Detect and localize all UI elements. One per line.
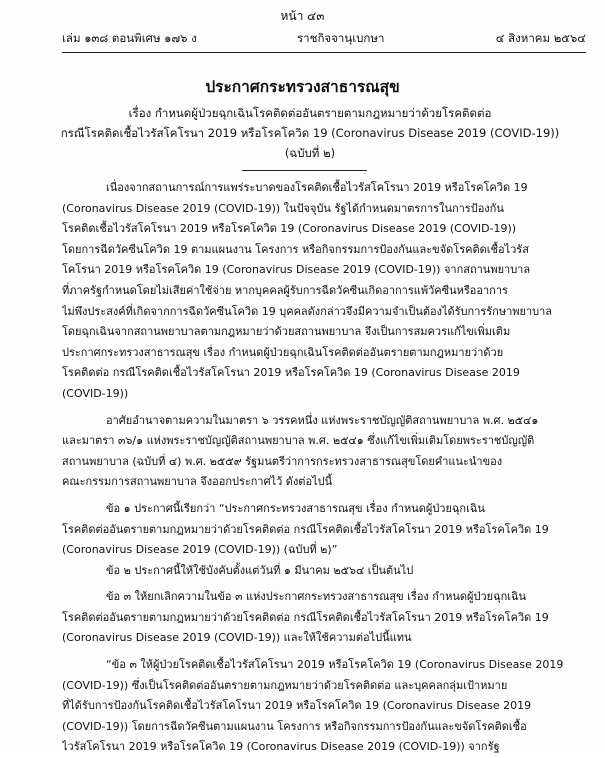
- body-line: (COVID-19)) ซึ่งเป็นโรคติดต่ออันตรายตามกฎหมายว่าด้วยโรคติดต่อ และบุคคลกลุ่มเป้าหมาย: [62, 678, 508, 692]
- gazette-name: ราชกิจจานุเบกษา: [297, 31, 385, 45]
- body-line: โรคติดต่ออันตรายตามกฎหมายว่าด้วยโรคติดต่อ กรณีโรคติดเชื้อไวรัสโคโรนา 2019 หรือโรคโควิด 19: [62, 522, 549, 536]
- header-divider: [62, 52, 586, 53]
- paragraph-authority: [62, 411, 588, 493]
- subject-line: เรื่อง กำหนดผู้ป่วยฉุกเฉินโรคติดต่ออันตรายตามกฎหมายว่าด้วยโรคติดต่อ: [128, 106, 492, 120]
- body-line: ที่ภาครัฐกำหนดโดยไม่เสียค่าใช้จ่าย หากบุคคลผู้รับการฉีดวัคซีนเกิดอาการแพ้วัคซีนหรืออาการ: [62, 283, 508, 297]
- body-line: (Coronavirus Disease 2019 (COVID-19)) ในปัจจุบัน รัฐได้กำหนดมาตรการในการป้องกัน: [62, 201, 504, 215]
- body-line: ข้อ ๒ ประกาศนี้ให้ใช้บังคับตั้งแต่วันที่ ๑ มีนาคม ๒๕๖๔ เป็นต้นไป: [106, 563, 414, 577]
- body-line: (Coronavirus Disease 2019 (COVID-19)) (ฉบับที่ ๒)”: [62, 543, 338, 557]
- body-line: ไม่พึงประสงค์ที่เกิดจากการฉีดวัคซีนโควิด 19 บุคคลดังกล่าวจึงมีความจำเป็นต้องได้รับการรักษาพยาบาล: [62, 304, 553, 318]
- body-line: โรคติดต่ออันตรายตามกฎหมายว่าด้วยโรคติดต่อ กรณีโรคติดเชื้อไวรัสโคโรนา 2019 หรือโรคโควิด 19: [62, 610, 549, 624]
- body-line: “ข้อ ๓ ให้ผู้ป่วยโรคติดเชื้อไวรัสโคโรนา 2019 หรือโรคโควิด 19 (Coronavirus Disease 2019: [106, 658, 564, 672]
- body-line: โรคติดต่อ กรณีโรคติดเชื้อไวรัสโคโรนา 2019 หรือโรคโควิด 19 (Coronavirus Disease 2019: [62, 366, 520, 380]
- paragraph-new-clause-3: [62, 655, 588, 758]
- gazette-header: [62, 30, 586, 46]
- body-line: โรคติดเชื้อไวรัสโคโรนา 2019 หรือโรคโควิด 19 (Coronavirus Disease 2019 (COVID-19)): [62, 222, 517, 236]
- page-number: หน้า ๔๓: [280, 9, 325, 23]
- body-line: โดยฉุกเฉินจากสถานพยาบาลตามกฎหมายว่าด้วยสถานพยาบาล จึงเป็นการสมควรแก้ไขเพิ่มเติม: [62, 325, 511, 339]
- gazette-volume: เล่ม ๑๓๘ ตอนพิเศษ ๑๗๖ ง: [62, 31, 197, 45]
- subject-line: กรณีโรคติดเชื้อไวรัสโคโรนา 2019 หรือโรคโควิด 19 (Coronavirus Disease 2019 (COVID-19)): [60, 126, 560, 140]
- body-line: เนื่องจากสถานการณ์การแพร่ระบาดของโรคติดเชื้อไวรัสโคโรนา 2019 หรือโรคโควิด 19: [106, 181, 528, 194]
- body-line: ประกาศกระทรวงสาธารณสุข เรื่อง กำหนดผู้ป่วยฉุกเฉินโรคติดต่ออันตรายตามกฎหมายว่าด้วย: [62, 345, 504, 359]
- body-line: สถานพยาบาล (ฉบับที่ ๔) พ.ศ. ๒๕๕๙ รัฐมนตรีว่าการกระทรวงสาธารณสุขโดยคำแนะนำของ: [62, 454, 503, 468]
- body-line: และมาตรา ๓๖/๑ แห่งพระราชบัญญัติสถานพยาบาล พ.ศ. ๒๕๔๑ ซึ่งแก้ไขเพิ่มเติมโดยพระราชบัญญัติ: [62, 434, 535, 448]
- paragraph-clause-3: [62, 587, 588, 649]
- title-divider: [242, 170, 367, 171]
- announcement-title: ประกาศกระทรวงสาธารณสุข: [205, 78, 400, 96]
- body-line: โคโรนา 2019 หรือโรคโควิด 19 (Coronavirus Disease 2019 (COVID-19)) จากสถานพยาบาล: [62, 263, 531, 277]
- body-line: ข้อ ๑ ประกาศนี้เรียกว่า “ประกาศกระทรวงสาธารณสุข เรื่อง กำหนดผู้ป่วยฉุกเฉิน: [106, 501, 485, 515]
- body-line: โดยการฉีดวัคซีนโควิด 19 ตามแผนงาน โครงการ หรือกิจกรรมการป้องกันและขจัดโรคติดเชื้อไวรัส: [62, 242, 529, 256]
- body-line: (COVID-19)): [62, 386, 129, 400]
- announcement-body: [62, 178, 588, 758]
- body-line: อาศัยอำนาจตามความในมาตรา ๖ วรรคหนึ่ง แห่งพระราชบัญญัติสถานพยาบาล พ.ศ. ๒๕๔๑: [106, 413, 539, 427]
- body-line: (COVID-19)) โดยการฉีดวัคซีนตามแผนงาน โครงการ หรือกิจกรรมการป้องกันและขจัดโรคติดเชื้อ: [62, 719, 527, 733]
- subject-line: (ฉบับที่ ๒): [284, 146, 336, 160]
- paragraph-clause-2: [62, 561, 588, 582]
- body-line: คณะกรรมการสถานพยาบาล จึงออกประกาศไว้ ดังต่อไปนี้: [62, 475, 333, 489]
- paragraph-preamble: [62, 178, 588, 405]
- body-line: ที่ได้รับการป้องกันโรคติดเชื้อไวรัสโคโรนา 2019 หรือโรคโควิด 19 (Coronavirus Disease 2019: [62, 699, 532, 713]
- body-line: ข้อ ๓ ให้ยกเลิกความในข้อ ๓ แห่งประกาศกระทรวงสาธารณสุข เรื่อง กำหนดผู้ป่วยฉุกเฉิน: [106, 590, 527, 604]
- gazette-date: ๔ สิงหาคม ๒๕๖๔: [495, 31, 586, 45]
- body-line: (Coronavirus Disease 2019 (COVID-19)) และให้ใช้ความต่อไปนี้แทน: [62, 631, 412, 645]
- paragraph-clause-1: [62, 499, 588, 561]
- body-line: ไวรัสโคโรนา 2019 หรือโรคโควิด 19 (Coronavirus Disease 2019 (COVID-19)) จากรัฐ: [62, 740, 500, 754]
- announcement-subject: [60, 103, 560, 163]
